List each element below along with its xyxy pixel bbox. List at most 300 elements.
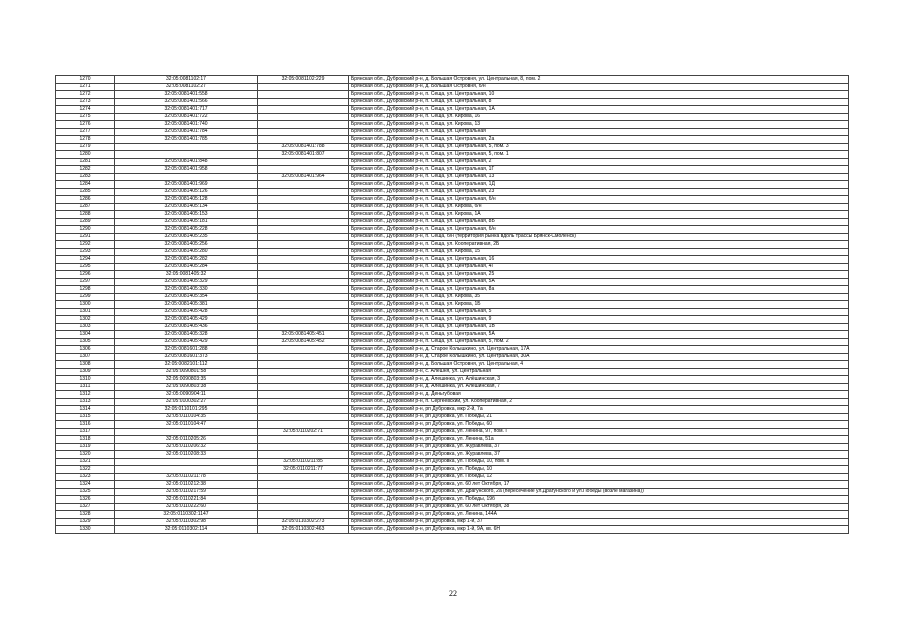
address-cell: Брянская обл., Дубровский р-н, д. Деньгубовая [349,391,849,399]
address-cell: Брянская обл., Дубровский р-н, п. Сеща, ул. Центральная, 10 [349,91,849,99]
address-cell: Брянская обл., Дубровский р-н, рп Дубровка, ул. 60 лет Октября, 17 [349,481,849,489]
land-cadastral-number-cell: 32:05:0081405:428 [115,308,258,316]
address-cell: Брянская обл., Дубровский р-н, рп Дубровка, ул. Победы, 12 [349,473,849,481]
table-row [56,121,849,129]
land-cadastral-number-cell: 32:05:0081401:717 [115,106,258,114]
building-cadastral-number-cell [258,98,349,106]
land-cadastral-number-cell: 32:05:0081405:153 [115,211,258,219]
table-row [56,158,849,166]
building-cadastral-number-cell: 32:05:0081102:229 [258,76,349,84]
row-number-cell: 1299 [56,293,115,301]
table-row [56,226,849,234]
row-number-cell: 1324 [56,481,115,489]
address-cell: Брянская обл., Дубровский р-н, д. Большая Островня, ул. Центральная, 8, пом. 2 [349,76,849,84]
row-number-cell: 1279 [56,143,115,151]
row-number-cell: 1326 [56,496,115,504]
table-row [56,496,849,504]
building-cadastral-number-cell [258,451,349,459]
building-cadastral-number-cell [258,278,349,286]
building-cadastral-number-cell [258,323,349,331]
table-row [56,188,849,196]
land-cadastral-number-cell [115,458,258,466]
land-cadastral-number-cell: 32:05:0082101:112 [115,361,258,369]
address-cell: Брянская обл., Дубровский р-н, п. Сеща, ул. Центральная, 1В [349,323,849,331]
building-cadastral-number-cell [258,443,349,451]
land-cadastral-number-cell: 32:05:0110211:78 [115,473,258,481]
table-row [56,376,849,384]
building-cadastral-number-cell [258,188,349,196]
building-cadastral-number-cell [258,496,349,504]
building-cadastral-number-cell [258,136,349,144]
table-row [56,398,849,406]
land-cadastral-number-cell: 32:05:0090904:11 [115,391,258,399]
table-row [56,443,849,451]
land-cadastral-number-cell: 32:05:0081401:566 [115,98,258,106]
row-number-cell: 1280 [56,151,115,159]
land-cadastral-number-cell: 32:05:0081405:284 [115,263,258,271]
table-row [56,173,849,181]
land-cadastral-number-cell: 32:05:0081405:330 [115,286,258,294]
row-number-cell: 1291 [56,233,115,241]
address-cell: Брянская обл., Дубровский р-н, п. Сеща, ул. Центральная, 5А [349,331,849,339]
table-row [56,473,849,481]
table-row [56,391,849,399]
table-row [56,466,849,474]
address-cell: Брянская обл., Дубровский р-н, д. Старое Колышкино, ул. Центральная, 17А [349,346,849,354]
address-cell: Брянская обл., Дубровский р-н, п. Сеща, ул. Кирова, 16 [349,113,849,121]
address-cell: Брянская обл., Дубровский р-н, рп Дубровка, мкр 2-й, 7а [349,406,849,414]
table-row [56,248,849,256]
table-row [56,128,849,136]
table-row [56,98,849,106]
row-number-cell: 1290 [56,226,115,234]
table-row [56,383,849,391]
building-cadastral-number-cell [258,196,349,204]
table-row [56,233,849,241]
building-cadastral-number-cell: 32:05:0081401:964 [258,173,349,181]
building-cadastral-number-cell [258,181,349,189]
land-cadastral-number-cell: 32:05:0110104:47 [115,421,258,429]
row-number-cell: 1283 [56,173,115,181]
building-cadastral-number-cell [258,481,349,489]
address-cell: Брянская обл., Дубровский р-н, п. Сеща, ул. Центральная, б/н [349,196,849,204]
land-cadastral-number-cell: 32:05:0081401:969 [115,181,258,189]
row-number-cell: 1277 [56,128,115,136]
land-cadastral-number-cell: 32:05:0081405:436 [115,323,258,331]
table-row [56,241,849,249]
land-cadastral-number-cell: 32:05:0081401:558 [115,91,258,99]
row-number-cell: 1330 [56,526,115,534]
table-row [56,271,849,279]
land-cadastral-number-cell: 32:05:0081405:354 [115,293,258,301]
building-cadastral-number-cell: 32:05:0110302:463 [258,526,349,534]
building-cadastral-number-cell [258,106,349,114]
land-cadastral-number-cell [115,173,258,181]
address-cell: Брянская обл., Дубровский р-н, п. Сеща, ул. Центральная, 1А [349,106,849,114]
building-cadastral-number-cell [258,293,349,301]
building-cadastral-number-cell [258,271,349,279]
row-number-cell: 1270 [56,76,115,84]
address-cell: Брянская обл., Дубровский р-н, п. Сеща, ул. Центральная, 8а [349,286,849,294]
row-number-cell: 1304 [56,331,115,339]
address-cell: Брянская обл., Дубровский р-н, п. Сеща, ул. Центральная, б/н [349,226,849,234]
row-number-cell: 1285 [56,188,115,196]
address-cell: Брянская обл., Дубровский р-н, д. Большая Островня, ул. Центральная, 4 [349,361,849,369]
address-cell: Брянская обл., Дубровский р-н, п. Сеща, ул. Кирова, 13 [349,121,849,129]
building-cadastral-number-cell [258,211,349,219]
address-cell: Брянская обл., Дубровский р-н, п. Сеща, ул. Центральная, 5 [349,308,849,316]
row-number-cell: 1300 [56,301,115,309]
land-cadastral-number-cell: 32:05:0090801:58 [115,368,258,376]
table-row [56,331,849,339]
row-number-cell: 1288 [56,211,115,219]
land-cadastral-number-cell: 32:05:0090803:35 [115,376,258,384]
table-row [56,181,849,189]
address-cell: Брянская обл., Дубровский р-н, п. Сеща, б/н (территория рынка вдоль трассы Брянск-Смоленск) [349,233,849,241]
address-cell: Брянская обл., Дубровский р-н, п. Сеща, ул. Центральная, 5, пом. 3 [349,143,849,151]
building-cadastral-number-cell [258,308,349,316]
row-number-cell: 1278 [56,136,115,144]
land-cadastral-number-cell: 32:05:0110217:59 [115,488,258,496]
row-number-cell: 1287 [56,203,115,211]
address-cell: Брянская обл., Дубровский р-н, рп Дубровка, ул. Ленина, 144А [349,511,849,519]
table-row [56,293,849,301]
address-cell: Брянская обл., Дубровский р-н, п. Сеща, ул. Центральная, 13 [349,173,849,181]
row-number-cell: 1312 [56,391,115,399]
row-number-cell: 1305 [56,338,115,346]
row-number-cell: 1323 [56,473,115,481]
land-cadastral-number-cell: 32:05:0081405:328 [115,331,258,339]
address-cell: Брянская обл., Дубровский р-н, рп Дубровка, мкр 1-й, 9А, кв. 6Н [349,526,849,534]
address-cell: Брянская обл., Дубровский р-н, п. Сеща, ул. Центральная [349,128,849,136]
land-cadastral-number-cell: 32:05:0081405:235 [115,233,258,241]
table-row [56,113,849,121]
address-cell: Брянская обл., Дубровский р-н, рп Дубровка, ул. Драгунского, 2а (пересечение ул.Драгунского и ул.Победы (возле магазина)) [349,488,849,496]
land-cadastral-number-cell: 32:05:0081405:282 [115,256,258,264]
table-row [56,256,849,264]
address-cell: Брянская обл., Дубровский р-н, рп Дубровка, ул. Ленина, 97, пом. I [349,428,849,436]
table-row [56,421,849,429]
row-number-cell: 1320 [56,451,115,459]
table-row [56,76,849,84]
row-number-cell: 1302 [56,316,115,324]
table-row [56,308,849,316]
building-cadastral-number-cell [258,368,349,376]
building-cadastral-number-cell [258,511,349,519]
table-row [56,518,849,526]
land-cadastral-number-cell [115,143,258,151]
address-cell: Брянская обл., Дубровский р-н, п. Сеща, ул. Кирова, 1А [349,211,849,219]
building-cadastral-number-cell [258,166,349,174]
row-number-cell: 1306 [56,346,115,354]
row-number-cell: 1273 [56,98,115,106]
building-cadastral-number-cell [258,128,349,136]
table-row [56,278,849,286]
table-row [56,526,849,534]
land-cadastral-number-cell: 32:05:0110208:33 [115,451,258,459]
address-cell: Брянская обл., Дубровский р-н, д. Большая Островня, б/н [349,83,849,91]
building-cadastral-number-cell [258,248,349,256]
land-cadastral-number-cell: 32:05:0110302:1147 [115,511,258,519]
row-number-cell: 1329 [56,518,115,526]
address-cell: Брянская обл., Дубровский р-н, п. Сеща, ул. Центральная, 8Б [349,218,849,226]
building-cadastral-number-cell: 32:05:0110202:71 [258,428,349,436]
address-cell: Брянская обл., Дубровский р-н, рп Дубровка, ул. Победы, 19б [349,496,849,504]
row-number-cell: 1314 [56,406,115,414]
address-cell: Брянская обл., Дубровский р-н, п. Сеща, ул. Кооперативная, 2Б [349,241,849,249]
land-cadastral-number-cell: 32:05:0081405:32 [115,271,258,279]
table-row [56,286,849,294]
land-cadastral-number-cell: 32:05:0081405:126 [115,188,258,196]
building-cadastral-number-cell [258,263,349,271]
land-cadastral-number-cell: 32:05:0081405:381 [115,301,258,309]
row-number-cell: 1276 [56,121,115,129]
row-number-cell: 1298 [56,286,115,294]
table-row [56,316,849,324]
table-row [56,368,849,376]
table-row [56,346,849,354]
building-cadastral-number-cell [258,113,349,121]
address-cell: Брянская обл., Дубровский р-н, рп Дубровка, ул. Победы, 10 [349,466,849,474]
building-cadastral-number-cell [258,241,349,249]
row-number-cell: 1310 [56,376,115,384]
address-cell: Брянская обл., Дубровский р-н, п. Сеща, ул. Центральная, 5, пом. 1 [349,151,849,159]
building-cadastral-number-cell [258,203,349,211]
land-cadastral-number-cell: 32:05:0110104:35 [115,413,258,421]
row-number-cell: 1289 [56,218,115,226]
row-number-cell: 1318 [56,436,115,444]
building-cadastral-number-cell [258,353,349,361]
row-number-cell: 1308 [56,361,115,369]
row-number-cell: 1281 [56,158,115,166]
document-page [55,75,849,534]
land-cadastral-number-cell: 32:05:0081102:27 [115,83,258,91]
building-cadastral-number-cell [258,406,349,414]
table-row [56,406,849,414]
table-row [56,83,849,91]
land-cadastral-number-cell: 32:05:0081601:373 [115,353,258,361]
address-cell: Брянская обл., Дубровский р-н, п. Сеща, ул. Кирова, б/н [349,203,849,211]
table-row [56,353,849,361]
land-cadastral-number-cell: 32:05:0081401:784 [115,128,258,136]
building-cadastral-number-cell [258,218,349,226]
building-cadastral-number-cell [258,361,349,369]
building-cadastral-number-cell: 32:05:0081401:788 [258,143,349,151]
building-cadastral-number-cell [258,391,349,399]
land-cadastral-number-cell: 32:05:0081405:429 [115,338,258,346]
table-row [56,143,849,151]
row-number-cell: 1284 [56,181,115,189]
building-cadastral-number-cell [258,316,349,324]
row-number-cell: 1315 [56,413,115,421]
address-cell: Брянская обл., Дубровский р-н, рп Дубровка, ул. Победы, 21 [349,413,849,421]
row-number-cell: 1286 [56,196,115,204]
address-cell: Брянская обл., Дубровский р-н, п. Сеща, ул. Центральная, 4Г [349,263,849,271]
row-number-cell: 1301 [56,308,115,316]
land-cadastral-number-cell: 32:05:0081401:848 [115,158,258,166]
address-cell: Брянская обл., Дубровский р-н, рп Дубровка, ул. Журавлева, 37 [349,443,849,451]
table-row [56,488,849,496]
land-cadastral-number-cell: 32:05:0110302:98 [115,518,258,526]
table-row [56,511,849,519]
table-row [56,106,849,114]
building-cadastral-number-cell [258,436,349,444]
building-cadastral-number-cell: 32:05:0081405:452 [258,338,349,346]
address-cell: Брянская обл., Дубровский р-н, п. Сергеевский, ул. Кооперативная, 2 [349,398,849,406]
table-row [56,91,849,99]
address-cell: Брянская обл., Дубровский р-н, п. Сеща, ул. Центральная, 5А [349,278,849,286]
table-row [56,361,849,369]
row-number-cell: 1275 [56,113,115,121]
row-number-cell: 1296 [56,271,115,279]
row-number-cell: 1319 [56,443,115,451]
address-cell: Брянская обл., Дубровский р-н, п. Сеща, ул. Центральная, 1Г [349,166,849,174]
land-cadastral-number-cell: 32:05:0081405:429 [115,316,258,324]
building-cadastral-number-cell [258,473,349,481]
building-cadastral-number-cell: 32:05:0081401:807 [258,151,349,159]
land-cadastral-number-cell: 32:05:0110221:84 [115,496,258,504]
table-body [56,76,849,534]
land-cadastral-number-cell: 32:05:0110101:295 [115,406,258,414]
row-number-cell: 1311 [56,383,115,391]
row-number-cell: 1313 [56,398,115,406]
address-cell: Брянская обл., Дубровский р-н, п. Сеща, ул. Центральная, 2а [349,136,849,144]
building-cadastral-number-cell [258,158,349,166]
row-number-cell: 1282 [56,166,115,174]
row-number-cell: 1307 [56,353,115,361]
row-number-cell: 1327 [56,503,115,511]
building-cadastral-number-cell [258,91,349,99]
building-cadastral-number-cell [258,226,349,234]
building-cadastral-number-cell [258,503,349,511]
table-row [56,458,849,466]
address-cell: Брянская обл., Дубровский р-н, с. Алешня, ул. Центральная [349,368,849,376]
building-cadastral-number-cell: 32:05:0110302:273 [258,518,349,526]
land-cadastral-number-cell: 32:05:0110205:26 [115,436,258,444]
building-cadastral-number-cell [258,286,349,294]
row-number-cell: 1274 [56,106,115,114]
table-row [56,166,849,174]
row-number-cell: 1272 [56,91,115,99]
building-cadastral-number-cell [258,121,349,129]
building-cadastral-number-cell [258,413,349,421]
row-number-cell: 1303 [56,323,115,331]
table-row [56,263,849,271]
row-number-cell: 1293 [56,248,115,256]
land-cadastral-number-cell: 32:05:0090803:38 [115,383,258,391]
building-cadastral-number-cell [258,398,349,406]
building-cadastral-number-cell [258,421,349,429]
land-cadastral-number-cell: 32:05:0081405:256 [115,241,258,249]
building-cadastral-number-cell [258,233,349,241]
address-cell: Брянская обл., Дубровский р-н, рп Дубровка, ул. Журавлева, 37 [349,451,849,459]
building-cadastral-number-cell [258,376,349,384]
row-number-cell: 1309 [56,368,115,376]
address-cell: Брянская обл., Дубровский р-н, п. Сеща, ул. Кирова, 1Б [349,301,849,309]
land-cadastral-number-cell: 32:05:0081405:134 [115,203,258,211]
table-row [56,451,849,459]
row-number-cell: 1295 [56,263,115,271]
row-number-cell: 1297 [56,278,115,286]
table-row [56,413,849,421]
land-cadastral-number-cell [115,151,258,159]
address-cell: Брянская обл., Дубровский р-н, п. Сеща, ул. Центральная, 8 [349,98,849,106]
building-cadastral-number-cell [258,83,349,91]
building-cadastral-number-cell [258,383,349,391]
table-row [56,503,849,511]
building-cadastral-number-cell [258,256,349,264]
address-cell: Брянская обл., Дубровский р-н, п. Сеща, ул. Центральная, 5, пом. 2 [349,338,849,346]
land-cadastral-number-cell: 32:05:0081401:722 [115,113,258,121]
land-cadastral-number-cell: 32:05:0081102:17 [115,76,258,84]
address-cell: Брянская обл., Дубровский р-н, п. Сеща, ул. Центральная, 2 [349,158,849,166]
address-cell: Брянская обл., Дубровский р-н, рп Дубровка, ул. 60 лет Октября, 38 [349,503,849,511]
row-number-cell: 1317 [56,428,115,436]
address-cell: Брянская обл., Дубровский р-н, д. Старое Колышкино, ул. Центральная, 30А [349,353,849,361]
row-number-cell: 1292 [56,241,115,249]
table-row [56,481,849,489]
table-row [56,323,849,331]
address-cell: Брянская обл., Дубровский р-н, п. Сеща, ул. Центральная, 25 [349,271,849,279]
table-row [56,203,849,211]
address-cell: Брянская обл., Дубровский р-н, д. Алешинка, ул. Алёшинская, 7 [349,383,849,391]
building-cadastral-number-cell: 32:05:0110211:85 [258,458,349,466]
land-cadastral-number-cell: 32:05:0081401:785 [115,136,258,144]
land-cadastral-number-cell: 32:05:0110206:32 [115,443,258,451]
table-row [56,136,849,144]
row-number-cell: 1294 [56,256,115,264]
land-cadastral-number-cell: 32:05:0110302:114 [115,526,258,534]
land-cadastral-number-cell [115,428,258,436]
building-cadastral-number-cell: 32:05:0081405:451 [258,331,349,339]
land-cadastral-number-cell: 32:05:0081405:329 [115,278,258,286]
table-row [56,218,849,226]
page-number: 22 [449,589,457,598]
address-cell: Брянская обл., Дубровский р-н, рп Дубровка, мкр 1-й, 37 [349,518,849,526]
table-row [56,428,849,436]
address-cell: Брянская обл., Дубровский р-н, п. Сеща, ул. Кирова, 15 [349,248,849,256]
land-cadastral-number-cell: 32:05:0081405:128 [115,196,258,204]
row-number-cell: 1321 [56,458,115,466]
land-cadastral-number-cell: 32:05:0081405:181 [115,218,258,226]
land-cadastral-number-cell [115,466,258,474]
address-cell: Брянская обл., Дубровский р-н, п. Сеща, ул. Центральная, 23 [349,188,849,196]
building-cadastral-number-cell [258,301,349,309]
table-row [56,301,849,309]
building-cadastral-number-cell [258,488,349,496]
building-cadastral-number-cell: 32:05:0110211:77 [258,466,349,474]
land-cadastral-number-cell: 32:05:0081401:958 [115,166,258,174]
land-cadastral-number-cell: 32:05:0100302:27 [115,398,258,406]
address-cell: Брянская обл., Дубровский р-н, рп Дубровка, ул. Ленина, 51а [349,436,849,444]
property-table [55,75,849,534]
table-row [56,338,849,346]
land-cadastral-number-cell: 32:05:0110222:60 [115,503,258,511]
address-cell: Брянская обл., Дубровский р-н, п. Сеща, ул. Центральная, 16 [349,256,849,264]
address-cell: Брянская обл., Дубровский р-н, п. Сеща, ул. Кирова, 35 [349,293,849,301]
land-cadastral-number-cell: 32:05:0081401:740 [115,121,258,129]
address-cell: Брянская обл., Дубровский р-н, п. Сеща, ул. Центральная, 9 [349,316,849,324]
land-cadastral-number-cell: 32:05:0110212:38 [115,481,258,489]
table-row [56,151,849,159]
address-cell: Брянская обл., Дубровский р-н, рп Дубровка, ул. Победы, 10, пом. II [349,458,849,466]
building-cadastral-number-cell [258,346,349,354]
row-number-cell: 1316 [56,421,115,429]
row-number-cell: 1271 [56,83,115,91]
address-cell: Брянская обл., Дубровский р-н, рп Дубровка, ул. Победы, 60 [349,421,849,429]
row-number-cell: 1328 [56,511,115,519]
address-cell: Брянская обл., Дубровский р-н, д. Алешинка, ул. Алёшинская, 3 [349,376,849,384]
